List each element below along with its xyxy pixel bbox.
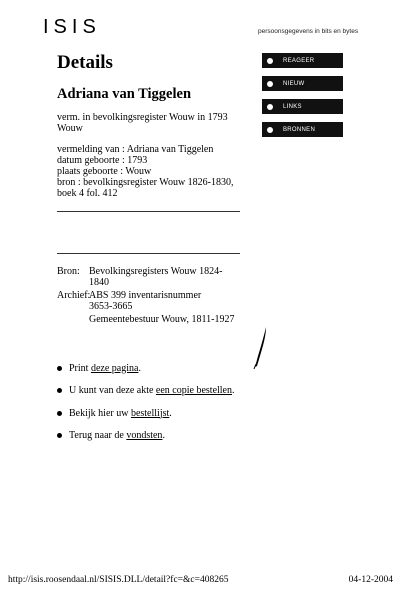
divider	[57, 253, 240, 254]
page-title: Details	[57, 52, 113, 73]
source-label: Bron:	[57, 266, 80, 277]
print-prefix: Print	[69, 362, 91, 374]
source-value: Bevolkingsregisters Wouw 1824-1840	[89, 266, 223, 288]
detail-mention-of: vermelding van : Adriana van Tiggelen	[57, 144, 214, 155]
list-item	[57, 430, 235, 442]
copy-suffix: .	[232, 385, 235, 396]
list-item	[57, 362, 235, 374]
page-url: http://isis.roosendaal.nl/SISIS.DLL/detail?fc=&c=408265	[8, 575, 229, 585]
bullet-icon	[57, 433, 62, 438]
back-prefix: Terug naar de	[69, 430, 127, 441]
nav-item-label: LINKS	[283, 103, 302, 110]
list-item	[57, 407, 235, 419]
back-to-results-link[interactable]: vondsten	[126, 430, 163, 441]
order-list-link[interactable]: bestellijst	[130, 407, 170, 419]
detail-source-page: boek 4 fol. 412	[57, 188, 118, 199]
divider	[57, 211, 240, 212]
side-nav	[262, 53, 343, 145]
nav-item-label: REAGEER	[283, 57, 315, 64]
mention-place: Wouw	[57, 123, 83, 134]
copy-prefix: U kunt van deze akte	[69, 385, 156, 396]
site-tagline: persoonsgegevens in bits en bytes	[258, 28, 359, 35]
source-row	[57, 266, 249, 288]
nav-dot-icon	[267, 58, 273, 64]
person-name: Adriana van Tiggelen	[57, 86, 192, 102]
nav-dot-icon	[267, 104, 273, 110]
nav-item-links[interactable]	[262, 99, 343, 114]
nav-dot-icon	[267, 81, 273, 87]
bullet-icon	[57, 411, 62, 416]
bullet-icon	[57, 388, 62, 393]
nav-dot-icon	[267, 127, 273, 133]
print-date: 04-12-2004	[348, 575, 393, 585]
nav-item-reageer[interactable]	[262, 53, 343, 68]
archive-value: ABS 399 inventarisnummer 3653-3665	[89, 290, 202, 312]
nav-item-label: BRONNEN	[283, 126, 316, 133]
list-prefix: Bekijk hier uw	[69, 407, 131, 419]
detail-birth-place: plaats geboorte : Wouw	[57, 166, 152, 177]
archive-label: Archief:	[57, 290, 91, 301]
mention-line: verm. in bevolkingsregister Wouw in 1793	[57, 112, 228, 123]
detail-birth-date: datum geboorte : 1793	[57, 155, 148, 166]
quill-pen-icon	[252, 326, 268, 370]
site-logo: ISIS	[43, 16, 101, 38]
nav-item-nieuw[interactable]	[262, 76, 343, 91]
nav-item-label: NIEUW	[283, 80, 305, 87]
detail-source: bron : bevolkingsregister Wouw 1826-1830,	[57, 177, 234, 188]
details-block	[57, 144, 237, 199]
back-suffix: .	[162, 430, 165, 441]
archive-row	[57, 290, 249, 312]
nav-item-bronnen[interactable]	[262, 122, 343, 137]
mention-block	[57, 112, 237, 134]
archive-extra: Gemeentebestuur Wouw, 1811-1927	[89, 314, 235, 325]
print-page-link[interactable]: deze pagina	[90, 362, 139, 374]
list-item	[57, 385, 235, 397]
actions-list	[57, 362, 235, 452]
print-suffix: .	[138, 362, 141, 374]
order-copy-link[interactable]: een copie bestellen	[155, 385, 232, 396]
list-suffix: .	[169, 407, 172, 419]
bullet-icon	[57, 366, 62, 371]
sources-block	[57, 266, 249, 325]
